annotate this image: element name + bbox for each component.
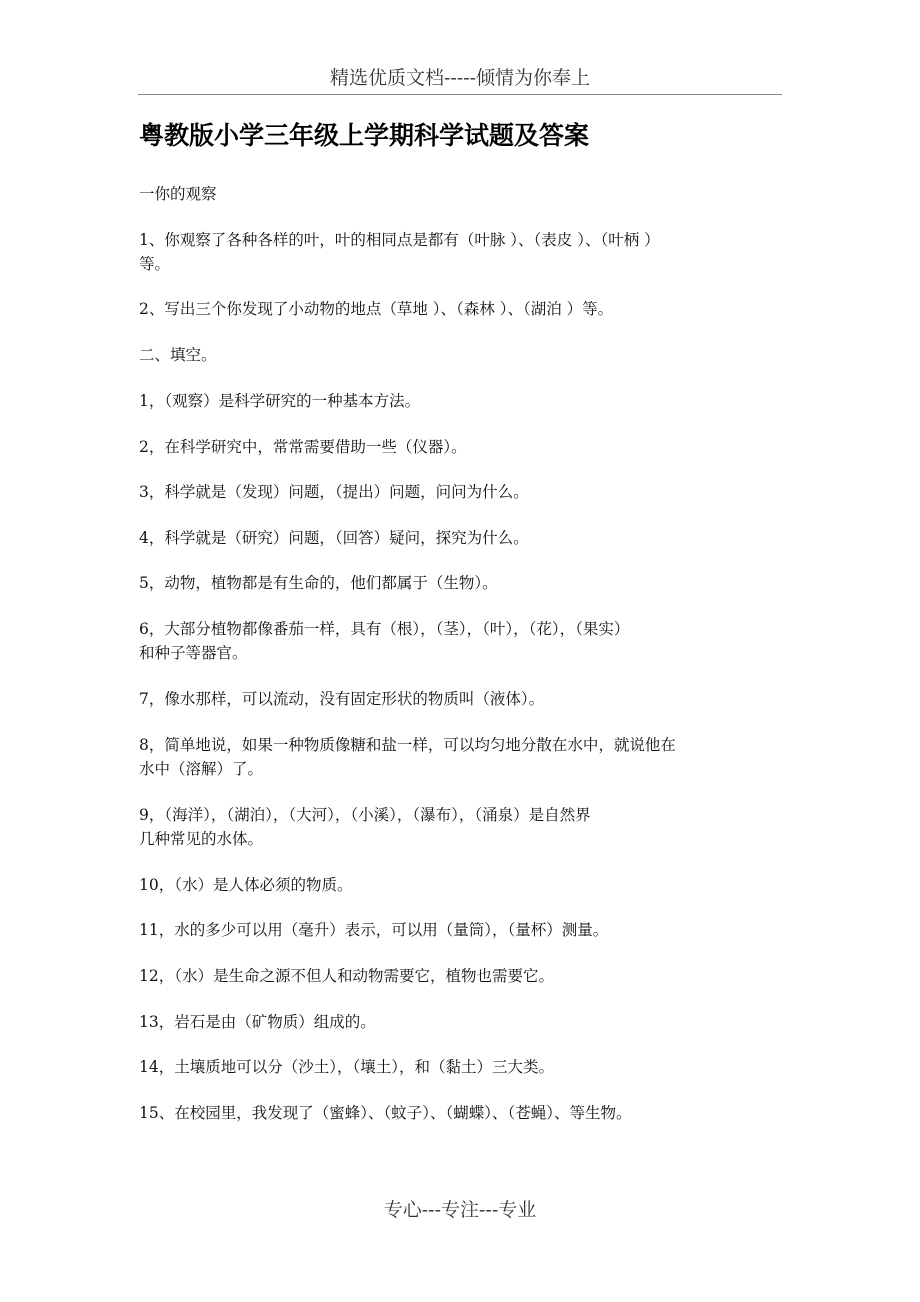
fill-blank-item: 12，（水）是生命之源不但人和动物需要它，植物也需要它。: [139, 967, 554, 985]
section-heading-fill-blank: 二、填空。: [139, 346, 217, 364]
fill-blank-item: 2，在科学研究中，常常需要借助一些（仪器）。: [139, 438, 467, 456]
fill-blank-item: 6，大部分植物都像番茄一样，具有（根），（茎），（叶），（花），（果实）: [139, 620, 630, 638]
question-line: 等。: [139, 255, 171, 273]
fill-blank-item: 9，（海洋），（湖泊），（大河），（小溪），（瀑布），（涌泉）是自然界: [139, 806, 591, 824]
section-heading-observation: 一你的观察: [139, 185, 217, 203]
fill-blank-item: 1，（观察）是科学研究的一种基本方法。: [139, 392, 421, 410]
fill-blank-item: 4，科学就是（研究）问题，（回答）疑问，探究为什么。: [139, 529, 529, 547]
fill-blank-item: 3，科学就是（发现）问题，（提出）问题，问问为什么。: [139, 483, 529, 501]
fill-blank-item-continuation: 几种常见的水体。: [139, 830, 264, 848]
document-title: 粤教版小学三年级上学期科学试题及答案: [139, 121, 590, 150]
fill-blank-item: 14，土壤质地可以分（沙土），（壤土），和（黏土）三大类。: [139, 1058, 554, 1076]
page-header: 精选优质文档-----倾情为你奉上: [138, 62, 782, 95]
fill-blank-item: 8，简单地说，如果一种物质像糖和盐一样，可以均匀地分散在水中，就说他在: [139, 736, 676, 754]
fill-blank-item: 5，动物，植物都是有生命的，他们都属于（生物）。: [139, 574, 498, 592]
question-2: 2、写出三个你发现了小动物的地点（草地 ）、（森林 ）、（湖泊 ）等。: [139, 300, 614, 318]
fill-blank-item: 15、在校园里，我发现了（蜜蜂）、（蚊子）、（蝴蝶）、（苍蝇）、等生物。: [139, 1104, 632, 1122]
question-line: 1、你观察了各种各样的叶，叶的相同点是都有（叶脉 ）、（表皮 ）、（叶柄 ）: [139, 231, 660, 249]
fill-blank-item: 7，像水那样，可以流动，没有固定形状的物质叫（液体）。: [139, 690, 545, 708]
fill-blank-item-continuation: 水中（溶解）了。: [139, 760, 264, 778]
fill-blank-item: 13，岩石是由（矿物质）组成的。: [139, 1013, 376, 1031]
fill-blank-item: 10，（水）是人体必须的物质。: [139, 876, 353, 894]
fill-blank-item-continuation: 和种子等器官。: [139, 644, 248, 662]
page-footer: 专心---专注---专业: [383, 1199, 537, 1221]
fill-blank-item: 11，水的多少可以用（毫升）表示，可以用（量筒），（量杯）测量。: [139, 921, 609, 939]
